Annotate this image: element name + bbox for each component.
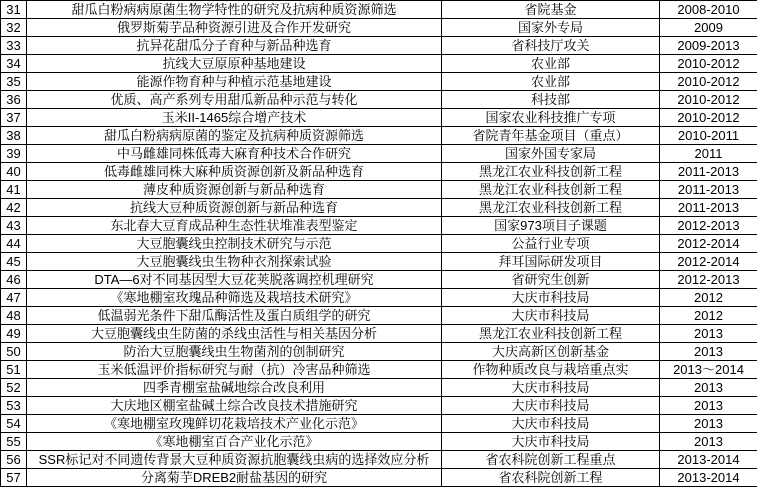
project-source-cell: 省院基金 xyxy=(442,1,660,19)
project-title-cell: 俄罗斯菊芋品种资源引进及合作开发研究 xyxy=(27,19,442,37)
project-year-cell: 2013 xyxy=(660,397,757,415)
project-title-cell: 大豆胞囊线虫控制技术研究与示范 xyxy=(27,235,442,253)
table-row xyxy=(1,325,757,343)
project-title-cell: 低毒雌雄同株大麻种质资源创新及新品种选育 xyxy=(27,163,442,181)
table-row xyxy=(1,379,757,397)
row-index-cell: 42 xyxy=(1,199,27,217)
table-row xyxy=(1,271,757,289)
row-index-cell: 55 xyxy=(1,433,27,451)
project-source-cell: 省科技厅攻关 xyxy=(442,37,660,55)
table-row xyxy=(1,181,757,199)
table-row xyxy=(1,37,757,55)
row-index-cell: 35 xyxy=(1,73,27,91)
project-title-cell: 大庆地区棚室盐碱土综合改良技术措施研究 xyxy=(27,397,442,415)
project-year-cell: 2012-2014 xyxy=(660,253,757,271)
row-index-cell: 32 xyxy=(1,19,27,37)
project-year-cell: 2013 xyxy=(660,343,757,361)
row-index-cell: 40 xyxy=(1,163,27,181)
project-title-cell: 大豆胞囊线虫生物种衣剂探索试验 xyxy=(27,253,442,271)
table-row xyxy=(1,307,757,325)
row-index-cell: 34 xyxy=(1,55,27,73)
project-source-cell: 黑龙江农业科技创新工程 xyxy=(442,163,660,181)
row-index-cell: 56 xyxy=(1,451,27,469)
project-title-cell: 薄皮种质资源创新与新品种选育 xyxy=(27,181,442,199)
project-year-cell: 2013 xyxy=(660,433,757,451)
project-year-cell: 2012-2014 xyxy=(660,235,757,253)
table-row xyxy=(1,397,757,415)
project-year-cell: 2011 xyxy=(660,145,757,163)
project-title-cell: 甜瓜白粉病病原菌生物学特性的研究及抗病种质资源筛选 xyxy=(27,1,442,19)
table-row xyxy=(1,343,757,361)
project-year-cell: 2009-2013 xyxy=(660,37,757,55)
project-source-cell: 国家外国专家局 xyxy=(442,145,660,163)
row-index-cell: 45 xyxy=(1,253,27,271)
table-row xyxy=(1,451,757,469)
project-year-cell: 2010-2012 xyxy=(660,73,757,91)
project-title-cell: 东北春大豆育成品种生态性状堆准表型鉴定 xyxy=(27,217,442,235)
project-year-cell: 2012 xyxy=(660,289,757,307)
row-index-cell: 38 xyxy=(1,127,27,145)
project-source-cell: 省院青年基金项目（重点） xyxy=(442,127,660,145)
row-index-cell: 54 xyxy=(1,415,27,433)
table-row xyxy=(1,253,757,271)
table-row xyxy=(1,361,757,379)
row-index-cell: 53 xyxy=(1,397,27,415)
project-title-cell: 《寒地棚室百合产业化示范》 xyxy=(27,433,442,451)
table-body xyxy=(1,1,757,487)
project-source-cell: 大庆高新区创新基金 xyxy=(442,343,660,361)
table-row xyxy=(1,109,757,127)
project-year-cell: 2009 xyxy=(660,19,757,37)
row-index-cell: 48 xyxy=(1,307,27,325)
project-year-cell: 2011-2013 xyxy=(660,181,757,199)
table-row xyxy=(1,127,757,145)
table-row xyxy=(1,145,757,163)
project-title-cell: 优质、高产系列专用甜瓜新品种示范与转化 xyxy=(27,91,442,109)
project-title-cell: 防治大豆胞囊线虫生物菌剂的创制研究 xyxy=(27,343,442,361)
project-year-cell: 2013 xyxy=(660,325,757,343)
table-row xyxy=(1,1,757,19)
project-source-cell: 大庆市科技局 xyxy=(442,433,660,451)
table-row xyxy=(1,73,757,91)
row-index-cell: 36 xyxy=(1,91,27,109)
project-source-cell: 大庆市科技局 xyxy=(442,397,660,415)
project-title-cell: 《寒地棚室玫瑰品种筛选及栽培技术研究》 xyxy=(27,289,442,307)
project-source-cell: 大庆市科技局 xyxy=(442,307,660,325)
project-year-cell: 2013 xyxy=(660,415,757,433)
project-year-cell: 2010-2012 xyxy=(660,109,757,127)
row-index-cell: 47 xyxy=(1,289,27,307)
project-title-cell: 抗线大豆原原种基地建设 xyxy=(27,55,442,73)
row-index-cell: 50 xyxy=(1,343,27,361)
row-index-cell: 31 xyxy=(1,1,27,19)
row-index-cell: 41 xyxy=(1,181,27,199)
project-source-cell: 大庆市科技局 xyxy=(442,289,660,307)
project-year-cell: 2013-2014 xyxy=(660,451,757,469)
project-source-cell: 国家农业科技推广专项 xyxy=(442,109,660,127)
project-year-cell: 2012 xyxy=(660,307,757,325)
row-index-cell: 51 xyxy=(1,361,27,379)
project-title-cell: SSR标记对不同遗传背景大豆种质资源抗胞囊线虫病的选择效应分析 xyxy=(27,451,442,469)
project-title-cell: 玉米低温评价指标研究与耐（抗）冷害品种筛选 xyxy=(27,361,442,379)
project-source-cell: 大庆市科技局 xyxy=(442,415,660,433)
project-title-cell: 大豆胞囊线虫生防菌的杀线虫活性与相关基因分析 xyxy=(27,325,442,343)
row-index-cell: 44 xyxy=(1,235,27,253)
table-row xyxy=(1,19,757,37)
project-source-cell: 作物种质改良与栽培重点实 xyxy=(442,361,660,379)
row-index-cell: 33 xyxy=(1,37,27,55)
project-year-cell: 2008-2010 xyxy=(660,1,757,19)
project-year-cell: 2012-2013 xyxy=(660,271,757,289)
project-source-cell: 农业部 xyxy=(442,55,660,73)
project-title-cell: 抗线大豆种质资源创新与新品种选育 xyxy=(27,199,442,217)
table-row xyxy=(1,55,757,73)
project-title-cell: 四季青棚室盐碱地综合改良利用 xyxy=(27,379,442,397)
table-row xyxy=(1,199,757,217)
project-source-cell: 农业部 xyxy=(442,73,660,91)
project-source-cell: 省农科院创新工程重点 xyxy=(442,451,660,469)
project-source-cell: 公益行业专项 xyxy=(442,235,660,253)
project-year-cell: 2010-2012 xyxy=(660,91,757,109)
project-source-cell: 国家973项目子课题 xyxy=(442,217,660,235)
project-title-cell: 抗异花甜瓜分子育种与新品种选育 xyxy=(27,37,442,55)
project-year-cell: 2013 xyxy=(660,379,757,397)
project-year-cell: 2010-2011 xyxy=(660,127,757,145)
project-title-cell: 甜瓜白粉病病原菌的鉴定及抗病种质资源筛选 xyxy=(27,127,442,145)
project-title-cell: 中马雌雄同株低毒大麻育种技术合作研究 xyxy=(27,145,442,163)
table-row xyxy=(1,235,757,253)
table-row xyxy=(1,217,757,235)
table-row xyxy=(1,91,757,109)
project-source-cell: 国家外专局 xyxy=(442,19,660,37)
project-title-cell: 玉米II-1465综合增产技术 xyxy=(27,109,442,127)
row-index-cell: 39 xyxy=(1,145,27,163)
project-source-cell: 黑龙江农业科技创新工程 xyxy=(442,325,660,343)
table-row xyxy=(1,163,757,181)
project-title-cell: 能源作物育种与种植示范基地建设 xyxy=(27,73,442,91)
project-source-cell: 省研究生创新 xyxy=(442,271,660,289)
project-source-cell: 大庆市科技局 xyxy=(442,379,660,397)
project-year-cell: 2013～2014 xyxy=(660,361,757,379)
project-year-cell: 2010-2012 xyxy=(660,55,757,73)
project-year-cell: 2011-2013 xyxy=(660,199,757,217)
row-index-cell: 46 xyxy=(1,271,27,289)
project-year-cell: 2012-2013 xyxy=(660,217,757,235)
table-row xyxy=(1,289,757,307)
row-index-cell: 52 xyxy=(1,379,27,397)
project-source-cell: 拜耳国际研发项目 xyxy=(442,253,660,271)
project-title-cell: 《寒地棚室玫瑰鲜切花栽培技术产业化示范》 xyxy=(27,415,442,433)
project-title-cell: 分离菊芋DREB2耐盐基因的研究 xyxy=(27,469,442,487)
table-row xyxy=(1,415,757,433)
project-source-cell: 省农科院创新工程 xyxy=(442,469,660,487)
project-title-cell: DTA—6对不同基因型大豆花荚脱落调控机理研究 xyxy=(27,271,442,289)
project-year-cell: 2011-2013 xyxy=(660,163,757,181)
project-source-cell: 黑龙江农业科技创新工程 xyxy=(442,181,660,199)
project-source-cell: 黑龙江农业科技创新工程 xyxy=(442,199,660,217)
project-source-cell: 科技部 xyxy=(442,91,660,109)
project-year-cell: 2013-2014 xyxy=(660,469,757,487)
row-index-cell: 49 xyxy=(1,325,27,343)
row-index-cell: 43 xyxy=(1,217,27,235)
table-row xyxy=(1,433,757,451)
row-index-cell: 37 xyxy=(1,109,27,127)
row-index-cell: 57 xyxy=(1,469,27,487)
table-row xyxy=(1,469,757,487)
project-title-cell: 低温弱光条件下甜瓜酶活性及蛋白质组学的研究 xyxy=(27,307,442,325)
